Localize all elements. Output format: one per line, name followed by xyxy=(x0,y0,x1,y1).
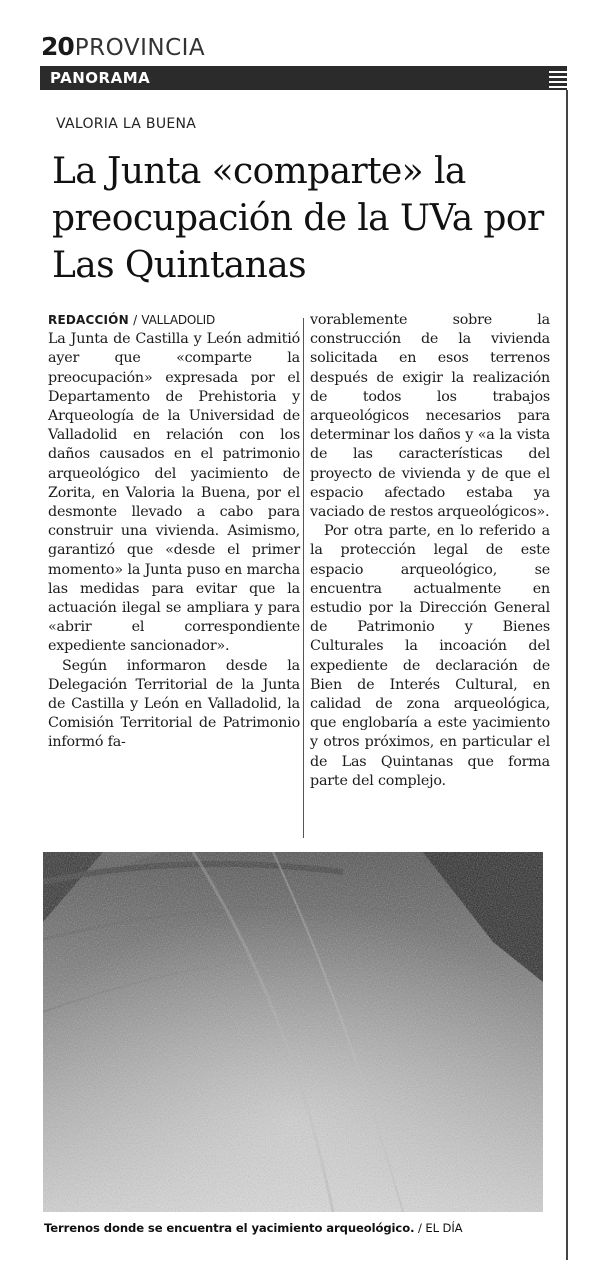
section-name: PROVINCIA xyxy=(74,35,206,61)
page-number: 20 xyxy=(41,32,74,61)
article-photo xyxy=(43,852,543,1212)
photo-image xyxy=(43,852,543,1212)
lead-paragraph xyxy=(48,311,300,657)
paragraph-1: La Junta de Castilla y León admitió ayer que «comparte la preocupación» expresada por el Departamento de Prehistoria y Arqueología de la Universidad de Valladolid en relación con los daños causados en el patrimonio arqueológico del yacimiento de Zorita, en Valoria la Buena, por el desmonte llevado a cabo para construir una vivienda. Asimismo, garantizó que «desde el primer momento» la Junta puso en marcha las medidas para evitar que la actuación ilegal se ampliara y para «abrir el correspondiente expediente sancionador». xyxy=(48,331,300,655)
byline-separator: / xyxy=(133,313,138,327)
page-header xyxy=(41,32,205,60)
frame-rule xyxy=(566,90,568,1260)
paragraph-3: vorablemente sobre la construcción de la vivienda solicitada en esos terrenos después de exigir la realización de todos los trabajos arqueológicos necesarios para determinar los daños y «a la vista de las características del proyecto de vivienda y de que el espacio afectado estaba ya vaciado de restos arqueológicos». xyxy=(310,312,550,521)
subsection-label: PANORAMA xyxy=(50,69,151,87)
caption-credit: / EL DÍA xyxy=(417,1221,463,1235)
article-column-1 xyxy=(48,311,300,753)
paragraph-2: Según informaron desde la Delegación Territorial de la Junta de Castilla y León en Valladolid, la Comisión Territorial de Patrimonio informó fa- xyxy=(48,657,300,751)
section-bar xyxy=(40,66,567,90)
article-column-2 xyxy=(310,311,550,791)
byline-author: REDACCIÓN xyxy=(48,313,129,327)
column-divider xyxy=(303,318,304,838)
crop-marks xyxy=(549,68,567,88)
paragraph-4: Por otra parte, en lo referido a la protección legal de este espacio arqueológico, se encuentra actualmente en estudio por la Dirección General de Patrimonio y Bienes Culturales la incoación del expediente de declaración de Bien de Interés Cultural, en calidad de zona arqueológica, que englobaría a este yacimiento y otros próximos, en particular el de Las Quintanas que forma parte del complejo. xyxy=(310,523,550,789)
byline-place: VALLADOLID xyxy=(141,313,216,327)
photo-caption xyxy=(44,1221,463,1235)
headline: La Junta «comparte» la preocupación de la UVa por Las Quintanas xyxy=(52,151,544,286)
kicker: VALORIA LA BUENA xyxy=(56,116,197,132)
caption-text: Terrenos donde se encuentra el yacimiento arqueológico. xyxy=(44,1221,415,1235)
